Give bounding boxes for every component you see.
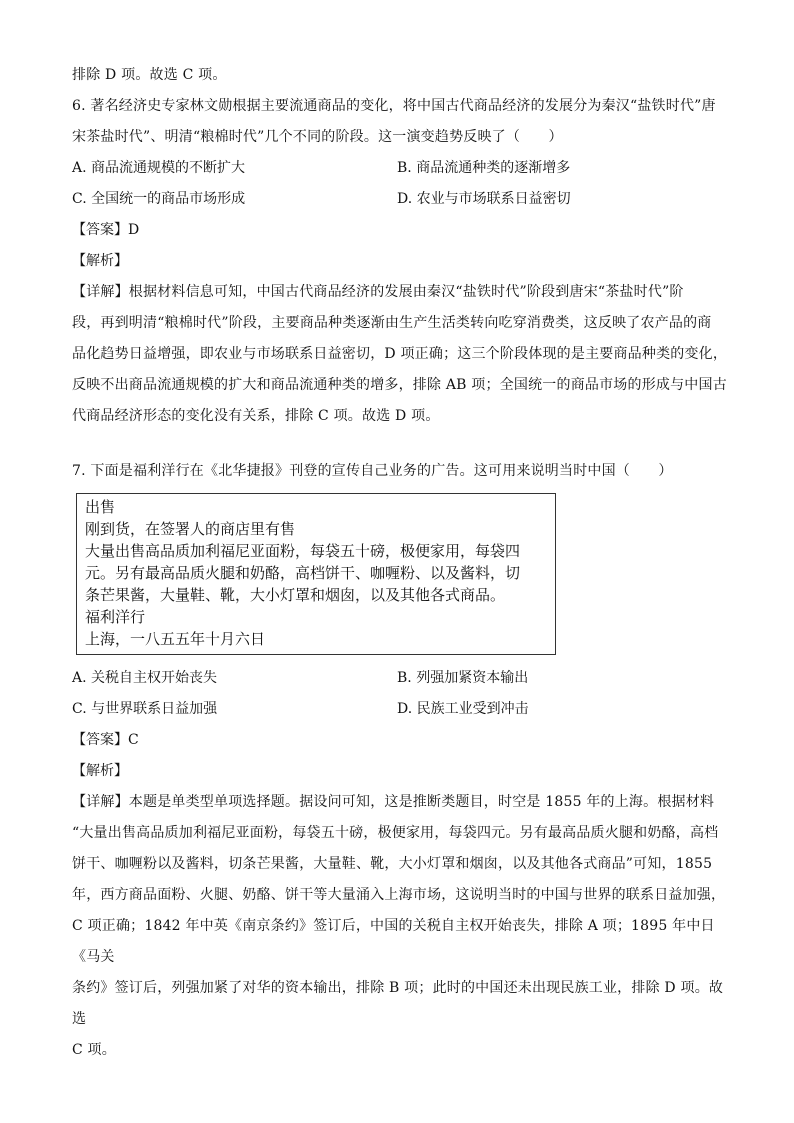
question-6-option-d: D. 农业与市场联系日益密切 (397, 191, 571, 207)
question-7-answer: 【答案】C (72, 732, 139, 748)
question-6-answer: 【答案】D (72, 222, 140, 238)
question-7-detail-line: “大量出售高品质加利福尼亚面粉，每袋五十磅，极便家用，每袋四元。另有最高品质火腿和奶酪，高档 (72, 825, 719, 841)
question-6-option-a: A. 商品流通规模的不断扩大 (72, 160, 246, 176)
question-6-detail-line: 段，再到明清“粮棉时代”阶段，主要商品种类逐渐由生产生活类转向吃穿消费类，这反映了农产品的商 (72, 315, 712, 331)
question-7-detail-line: C 项。 (72, 1042, 116, 1058)
question-7-option-a: A. 关税自主权开始丧失 (72, 670, 218, 686)
question-6-detail-line: 代商品经济形态的变化没有关系，排除 C 项。故选 D 项。 (72, 408, 440, 424)
question-6-detail-line: 反映不出商品流通规模的扩大和商品流通种类的增多，排除 AB 项；全国统一的商品市场的形成与中国古 (72, 377, 727, 393)
question-7-options (72, 663, 732, 725)
question-7-detail-line: 【详解】本题是单类型单项选择题。据设问可知，这是推断类题目，时空是 1855 年的上海。根据材料 (72, 794, 715, 810)
question-6-detail (72, 277, 732, 432)
quote-line: 福利洋行 (85, 608, 146, 626)
question-7-detail (72, 787, 732, 1066)
quote-line: 出售 (85, 498, 116, 516)
previous-answer-tail: 排除 D 项。故选 C 项。 (72, 67, 227, 83)
question-6-detail-line: 品化趋势日益增强，即农业与市场联系日益密切，D 项正确；这三个阶段体现的是主要商品种类的变化， (72, 346, 728, 362)
question-7-stem: 7. 下面是福利洋行在《北华捷报》刊登的宣传自己业务的广告。这可用来说明当时中国（ ） (72, 463, 673, 479)
question-6-detail-line: 【详解】根据材料信息可知，中国古代商品经济的发展由秦汉“盐铁时代”阶段到唐宋“茶盐时代”阶 (72, 284, 684, 300)
question-7-option-c: C. 与世界联系日益加强 (72, 701, 218, 717)
question-7-detail-line: C 项正确；1842 年中英《南京条约》签订后，中国的关税自主权开始丧失，排除 A 项；1895 年中日《马关 (72, 918, 715, 965)
question-6-stem-line-1: 6. 著名经济史专家林文勋根据主要流通商品的变化，将中国古代商品经济的发展分为秦汉“盐铁时代”唐 (72, 98, 716, 114)
question-7-detail-line: 饼干、咖喱粉以及酱料，切条芒果酱，大量鞋、靴，大小灯罩和烟囱，以及其他各式商品”可知，1855 (72, 856, 713, 872)
question-6-options (72, 153, 732, 215)
quote-line: 上海，一八五五年十月六日 (85, 630, 266, 648)
question-7-option-b: B. 列强加紧资本输出 (397, 670, 529, 686)
question-6-stem-line-2: 宋茶盐时代”、明清“粮棉时代”几个不同的阶段。这一演变趋势反映了（ ） (72, 129, 563, 145)
spacer (72, 432, 732, 456)
advertisement-quote-box (76, 493, 556, 655)
question-6-option-b: B. 商品流通种类的逐渐增多 (397, 160, 571, 176)
quote-line: 条芒果酱，大量鞋、靴，大小灯罩和烟囱，以及其他各式商品。 (85, 586, 506, 604)
quote-line: 大量出售高品质加利福尼亚面粉，每袋五十磅，极便家用，每袋四 (85, 542, 521, 560)
question-7-detail-line: 年，西方商品面粉、火腿、奶酪、饼干等大量涌入上海市场，这说明当时的中国与世界的联系日益加强， (72, 887, 726, 903)
question-6-option-c: C. 全国统一的商品市场形成 (72, 191, 246, 207)
quote-line: 元。另有最高品质火腿和奶酪，高档饼干、咖喱粉、以及酱料，切 (85, 564, 521, 582)
question-7-option-d: D. 民族工业受到冲击 (397, 701, 529, 717)
quote-line: 刚到货，在签署人的商店里有售 (85, 520, 296, 538)
question-6-analysis-tag: 【解析】 (72, 253, 128, 269)
question-7-analysis-tag: 【解析】 (72, 763, 128, 779)
question-7-detail-line: 条约》签订后，列强加紧了对华的资本输出，排除 B 项；此时的中国还未出现民族工业，排除 D 项。故选 (72, 980, 724, 1027)
document-page (72, 60, 732, 1066)
